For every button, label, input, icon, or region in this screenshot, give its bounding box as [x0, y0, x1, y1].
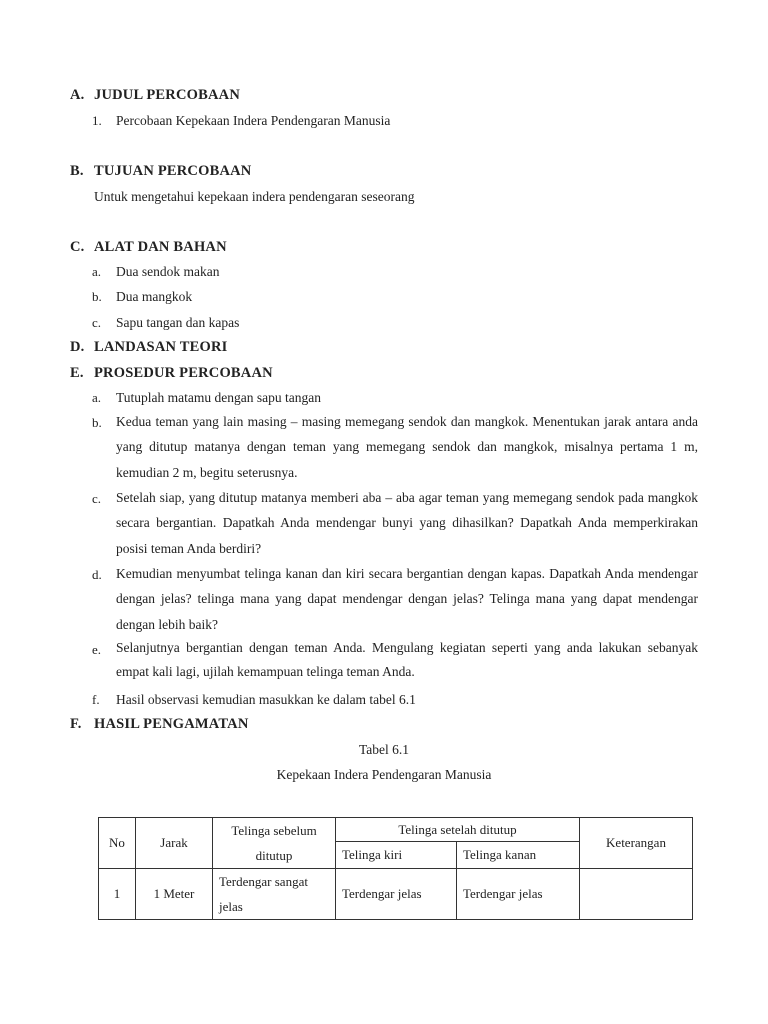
list-item: Hasil observasi kemudian masukkan ke dalam tabel 6.1	[116, 692, 416, 707]
list-item: Tutuplah matamu dengan sapu tangan	[116, 390, 321, 405]
section-a-heading	[70, 87, 240, 104]
header-sebelum: Telinga sebelum ditutup	[213, 818, 336, 869]
table-header-row	[99, 818, 693, 842]
section-letter: B.	[70, 163, 84, 179]
list-marker: c.	[92, 491, 102, 506]
cell-no: 1	[99, 869, 136, 920]
observation-table	[98, 817, 693, 920]
cell-keterangan	[580, 869, 693, 920]
header-setelah: Telinga setelah ditutup	[336, 818, 580, 842]
cell-kiri: Terdengar jelas	[336, 869, 457, 920]
list-item: Dua sendok makan	[116, 264, 220, 279]
section-b-heading	[70, 163, 251, 180]
header-kanan: Telinga kanan	[457, 842, 580, 869]
section-c-heading	[70, 239, 227, 256]
list-marker: 1.	[92, 113, 102, 128]
section-title: TUJUAN PERCOBAAN	[94, 163, 252, 179]
header-keterangan: Keterangan	[580, 818, 693, 869]
list-marker: b.	[92, 289, 102, 304]
section-d-heading	[70, 339, 227, 356]
cell-jarak: 1 Meter	[136, 869, 213, 920]
header-kiri: Telinga kiri	[336, 842, 457, 869]
section-title: LANDASAN TEORI	[94, 339, 228, 355]
list-item: Setelah siap, yang ditutup matanya memberi aba – aba agar teman yang memegang sendok pada mangkok secara bergantian. Dapatkah Anda mendengar bunyi yang dihasilkan? Dapatkah Anda memperkirakan posisi teman Anda berdiri?	[116, 490, 698, 556]
list-marker: c.	[92, 315, 102, 330]
list-marker: a.	[92, 264, 102, 279]
section-title: ALAT DAN BAHAN	[94, 239, 227, 255]
list-marker: f.	[92, 692, 100, 707]
list-marker: a.	[92, 390, 102, 405]
table-row	[99, 869, 693, 920]
section-letter: C.	[70, 239, 85, 255]
cell-sebelum: Terdengar sangat jelas	[213, 869, 336, 920]
list-item: Selanjutnya bergantian dengan teman Anda. Mengulang kegiatan seperti yang anda lakukan sebanyak empat kali lagi, ujilah kemampuan telinga teman Anda.	[116, 640, 698, 679]
list-marker: b.	[92, 415, 102, 430]
list-item: Sapu tangan dan kapas	[116, 315, 240, 330]
section-letter: D.	[70, 339, 85, 355]
list-marker: e.	[92, 642, 102, 657]
list-item: Kedua teman yang lain masing – masing memegang sendok dan mangkok. Menentukan jarak antara anda yang ditutup matanya dengan teman yang memegang sendok dan mangkok, misalnya pertama 1 m, kemudian 2 m, begitu seterusnya.	[116, 414, 698, 480]
section-f-heading	[70, 716, 249, 733]
list-marker: d.	[92, 567, 102, 582]
list-item: Kemudian menyumbat telinga kanan dan kiri secara bergantian dengan kapas. Dapatkah Anda mendengar dengan jelas? telinga mana yang dapat mendengar dengan jelas? Telinga mana yang dapat mendengar dengan lebih baik?	[116, 566, 698, 632]
section-e-heading	[70, 365, 273, 382]
cell-kanan: Terdengar jelas	[457, 869, 580, 920]
table-caption: Tabel 6.1	[358, 742, 410, 757]
section-title: HASIL PENGAMATAN	[94, 716, 249, 732]
section-letter: F.	[70, 716, 82, 732]
section-title: PROSEDUR PERCOBAAN	[94, 365, 273, 381]
section-title: JUDUL PERCOBAAN	[94, 87, 240, 103]
header-no: No	[99, 818, 136, 869]
list-item: Dua mangkok	[116, 289, 193, 304]
header-jarak: Jarak	[136, 818, 213, 869]
section-letter: A.	[70, 87, 85, 103]
judul-text: Percobaan Kepekaan Indera Pendengaran Manusia	[116, 113, 391, 128]
tujuan-text: Untuk mengetahui kepekaan indera pendengaran seseorang	[94, 189, 415, 204]
section-letter: E.	[70, 365, 84, 381]
table-subtitle: Kepekaan Indera Pendengaran Manusia	[276, 767, 492, 782]
